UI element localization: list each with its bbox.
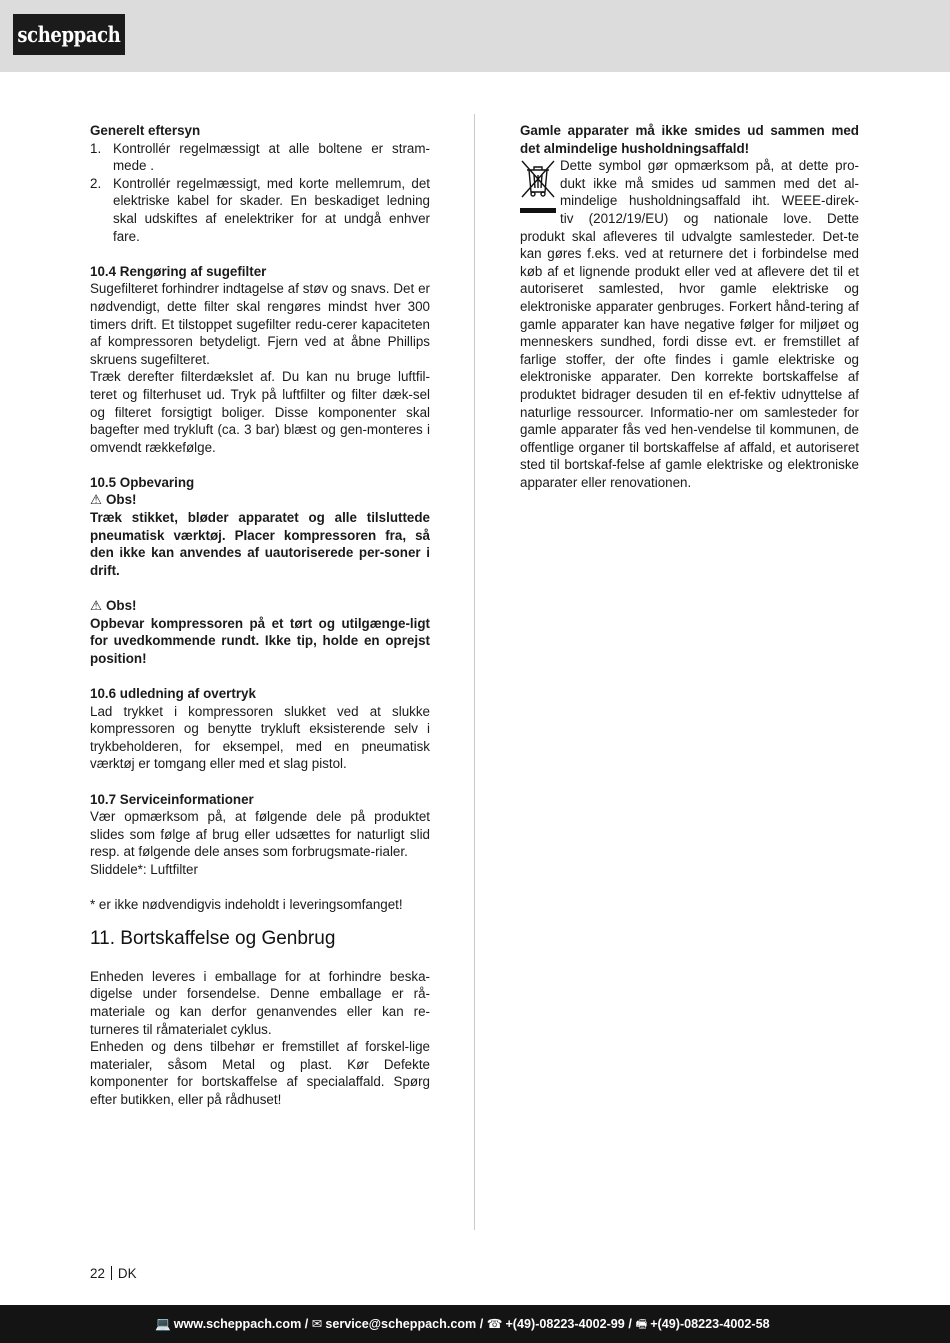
section-11-paragraph-1: Enheden leveres i emballage for at forhindre beska-digelse under forsendelse. Denne emballage er rå-materiale og kan derfor genanvendes eller kan re-turneres til råmaterialet cyklus. <box>90 968 430 1037</box>
weee-line: tiv (2012/19/EU) og nationale love. Dette <box>560 210 859 226</box>
header-band <box>0 0 950 72</box>
section-10-5-heading: 10.5 Opbevaring <box>90 474 195 490</box>
crossed-bin-icon <box>520 160 556 213</box>
scheppach-logo <box>13 14 125 55</box>
weee-line: mindelige husholdningsaffald iht. WEEE-direk- <box>560 193 859 209</box>
section-10-7-heading: 10.7 Serviceinformationer <box>90 791 254 807</box>
fax-icon: 🖷 <box>635 1317 648 1331</box>
section-10-4-heading: 10.4 Rengøring af sugefilter <box>90 263 267 279</box>
right-column <box>520 122 859 491</box>
section-10-4-paragraph-2: Træk derefter filterdækslet af. Du kan nu bruge luftfil-teret og filterhuset ud. Tryk på luftfilter og filter dæk-sel og filteret forsigtigt boliger. Disse komponenter skal bagefter med trykluft (ca. 3 bar) blæst og gen-monteres i omvendt rækkefølge. <box>90 369 430 455</box>
section-10-4-paragraph-1: Sugefilteret forhindrer indtagelse af støv og snavs. Det er nødvendigt, dette filter skal rengøres mindst hver 300 timers drift. Et tilstoppet sugefilter redu-cerer kapaciteten af kompressoren betydeligt. Fjern ved at åbne Phillips skruens sugefilteret. <box>90 281 430 367</box>
footer-website[interactable]: www.scheppach.com / <box>173 1317 309 1331</box>
weee-line: Dette symbol gør opmærksom på, at dette pro- <box>560 158 859 174</box>
general-inspection-heading: Generelt eftersyn <box>90 123 201 138</box>
list-text: Kontrollér regelmæssigt, med korte mellemrum, det elektriske kabel for skader. En beskadiget ledning skal udskiftes af enelektriker for at undgå enhver fare. <box>113 175 430 244</box>
list-number: 2. <box>90 175 102 191</box>
section-10-7-paragraph: Vær opmærksom på, at følgende dele på produktet slides som følge af brug eller udsættes for naturligt slid resp. at følgende dele anses som forbrugsmate-rialer. <box>90 809 430 860</box>
list-item <box>90 140 430 175</box>
warning-text-1: Træk stikket, bløder apparatet og alle tilsluttede pneumatisk værktøj. Placer kompressoren fra, så den ikke kan anvendes af uautoriserede per-soner i drift. <box>90 510 430 578</box>
weee-bar <box>520 208 556 213</box>
disposal-heading: Gamle apparater må ikke smides ud sammen med det almindelige husholdningsaffald! <box>520 123 859 156</box>
list-number: 1. <box>90 140 102 156</box>
weee-line: dukt ikke må smides ud sammen med det al- <box>560 175 859 191</box>
page-number-separator <box>111 1266 112 1280</box>
disposal-body: produkt skal afleveres til udvalgte samlesteder. Det-te kan gøres f.eks. ved at returnere det i forbindelse med køb af et lignende produkt eller ved at aflevere det til et autoriseret samlested, hvor gamle elektriske og elektroniske apparater genbruges. Forkert hånd-tering af gamle apparater kan have negative følger for miljøet og menneskers sundhed, fordi disse evt. er fremstillet af farlige stoffer, der ofte findes i gamle elektriske og elektroniske apparater. Den korrekte bortskaffelse af produktet bidrager desuden til en ef-fektiv udnyttelse af naturlige ressourcer. Informatio-ner om samlesteder for gamle apparater fås ved hen-vendelse til kommunen, de offentlige organer til bortskaffelse af affald, et autoriseret sted til bortskaf-felse af gamle elektriske og elektroniske apparater eller renovationen. <box>520 228 859 490</box>
list-text: Kontrollér regelmæssigt at alle boltene er stram-mede . <box>113 140 430 174</box>
footer-email[interactable]: service@scheppach.com / <box>325 1317 484 1331</box>
warning-label-text: Obs! <box>106 598 137 614</box>
weee-text <box>520 157 859 227</box>
list-item <box>90 175 430 245</box>
footer-bar <box>0 1305 950 1343</box>
weee-block <box>520 157 859 227</box>
warning-text-2: Opbevar kompressoren på et tørt og utilgænge-ligt for uvedkommende rundt. Ikke tip, holde en oprejst position! <box>90 615 430 666</box>
phone-icon: ☎ <box>486 1317 503 1331</box>
footer-fax: +(49)-08223-4002-58 <box>650 1317 770 1331</box>
general-inspection-list <box>90 140 430 246</box>
footer-phone: +(49)-08223-4002-99 / <box>505 1317 632 1331</box>
warning-label-1 <box>90 491 430 509</box>
wear-parts-line: Sliddele*: Luftfilter <box>90 861 198 877</box>
page-number <box>90 1265 137 1283</box>
section-11-paragraph-2: Enheden og dens tilbehør er fremstillet af forskel-lige materialer, såsom Metal og plast. Kør Defekte komponenter for bortskaffelse af specialaffald. Spørg efter butikken, eller på rådhuset! <box>90 1039 430 1107</box>
page-number-value: 22 <box>90 1266 105 1281</box>
footnote: * er ikke nødvendigvis indeholdt i leveringsomfanget! <box>90 897 403 913</box>
section-10-6-heading: 10.6 udledning af overtryk <box>90 686 256 701</box>
warning-label-2 <box>90 597 430 615</box>
logo-text: scheppach <box>17 21 121 47</box>
mail-icon: ✉ <box>311 1317 323 1331</box>
warning-triangle-icon: ⚠ <box>90 598 103 614</box>
column-divider <box>474 114 475 1230</box>
computer-icon: 💻 <box>155 1317 171 1331</box>
section-10-6-paragraph: Lad trykket i kompressoren slukket ved at slukke kompressoren og benytte trykluft eksisterende selv i trykbeholderen, for eksempel, med en pneumatisk værktøj er tomgang eller med et slag pistol. <box>90 703 430 772</box>
left-column <box>90 122 430 1108</box>
warning-label-text: Obs! <box>106 492 137 508</box>
section-11-title: 11. Bortskaffelse og Genbrug <box>90 927 336 949</box>
footer-contacts <box>155 1316 770 1334</box>
page-language: DK <box>117 1266 137 1281</box>
warning-triangle-icon: ⚠ <box>90 492 103 508</box>
